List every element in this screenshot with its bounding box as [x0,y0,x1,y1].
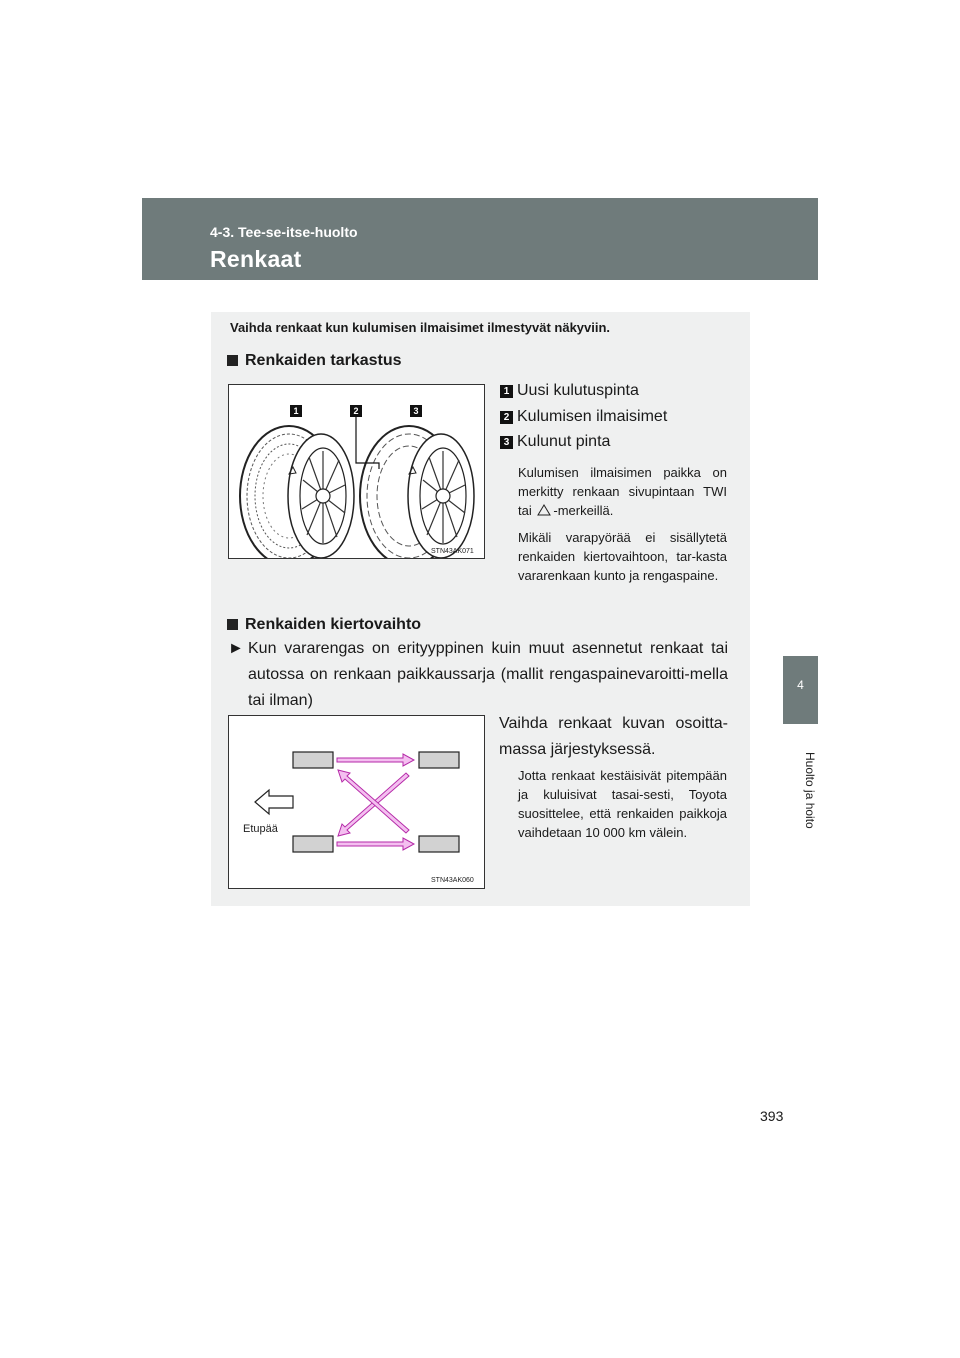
new-tire-drawing [240,426,354,558]
rotation-heading [227,616,421,634]
page-title: Renkaat [210,246,302,272]
spare-tire-note: Mikäli varapyörää ei sisällytetä renkaiden kiertovaihtoon, tar-kasta vararenkaan kunto ja rengaspaine. [518,530,727,583]
chapter-tab-label: Huolto ja hoito [803,751,817,829]
rotation-instruction: Vaihda renkaat kuvan osoitta-massa järjestyksessä. [499,715,728,758]
wear-indicator-note: Kulumisen ilmaisimen paikka on merkitty renkaan sivupintaan TWI tai -merkeillä. [518,465,727,518]
tire-figure-code: STN43AK071 [431,548,474,555]
tire-wear-figure [228,384,485,559]
rotation-arrows [337,754,414,850]
rotation-heading-label: Renkaiden kiertovaihto [245,616,422,633]
intro-text: Vaihda renkaat kun kulumisen ilmaisimet ilmestyvät näkyviin. [230,320,611,335]
svg-text:1: 1 [293,406,299,416]
chapter-tab[interactable] [783,656,818,724]
square-bullet-icon [227,619,238,630]
rotation-diagram [229,716,484,888]
triangle-mark-icon [537,504,551,516]
chapter-tab-number: 4 [797,678,804,692]
legend-item-3: 3 Kulunut pinta [500,433,610,451]
content-box [211,312,750,906]
tire-wear-illustration [229,385,484,558]
inspection-heading [227,352,402,370]
rotation-note: Jotta renkaat kestäisivät pitempään ja kuluisivat tasai-sesti, Toyota suosittelee, että renkaiden paikkoja vaihdetaan 10 000 km välein. [518,768,727,840]
inspection-heading-label: Renkaiden tarkastus [245,352,402,369]
worn-tire-drawing [360,426,474,558]
rotation-figure-code: STN43AK060 [431,877,474,884]
rotation-condition: ► Kun vararengas on erityyppinen kuin muut asennetut renkaat tai autossa on renkaan paikkaussarja (mallit rengaspainevaroitti-mella tai ilman) [248,636,728,714]
rotation-figure [228,715,485,889]
front-label: Etupää [243,823,278,835]
legend-item-2: 2 Kulumisen ilmaisimet [500,408,667,426]
front-arrow-icon [255,790,293,814]
header-band [142,198,818,280]
svg-text:2: 2 [353,406,359,416]
square-bullet-icon [227,355,238,366]
arrow-bullet-icon: ► [228,640,244,657]
legend-item-1: 1 Uusi kulutuspinta [500,382,639,400]
svg-text:3: 3 [413,406,419,416]
section-label: 4-3. Tee-se-itse-huolto [210,224,358,240]
page-number: 393 [760,1108,784,1124]
